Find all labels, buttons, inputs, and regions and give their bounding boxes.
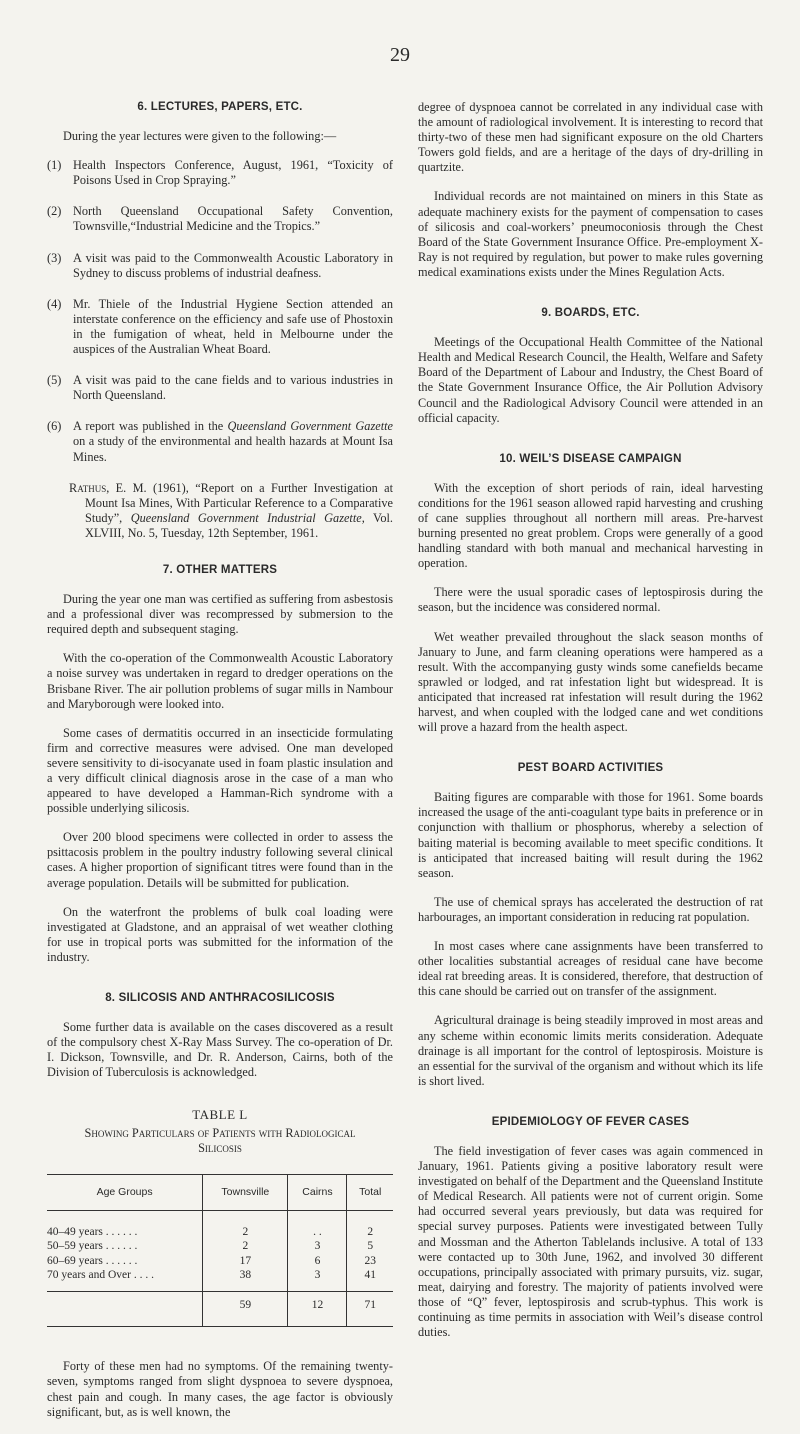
townsville-cell: 38 xyxy=(203,1268,288,1283)
item-number: (2) xyxy=(47,204,62,219)
cairns-total: 12 xyxy=(288,1291,347,1327)
section-6-intro: During the year lectures were given to the following:— xyxy=(63,129,337,144)
paragraph: There were the usual sporadic cases of leptospirosis during the season, but the incidence was considered normal. xyxy=(418,585,763,615)
section-7-heading: 7. OTHER MATTERS xyxy=(162,563,278,576)
reference-journal: Queensland Government Industrial Gazette, xyxy=(130,510,365,525)
list-item xyxy=(47,158,393,188)
left-column xyxy=(47,100,393,1434)
paragraph: Some further data is available on the cases discovered as a result of the compulsory chest X-Ray Mass Survey. The co-operation of Dr. I. Dickson, Townsville, and Dr. R. Anderson, Cairns, both of the Division of Tuberculosis is acknowledged. xyxy=(47,1020,393,1080)
paragraph: Individual records are not maintained on miners in this State as adequate machinery exists for the payment of compensation to cases of silicosis and coal-workers’ pneumoconiosis through the Chest Board of the State Government Insurance Office. Pre-employment X-Ray is not required by regulation, but power to make rules governing medical examinations exists under the Mines Regulation Acts. xyxy=(418,189,763,279)
total-cell: 5 xyxy=(347,1239,393,1254)
total-cell: 23 xyxy=(347,1254,393,1269)
paragraph: Wet weather prevailed throughout the slack season months of January to June, and farm cleaning operations were hampered as a result. With the accompanying gusty winds some canefields became sprawled or lodged, and rat infestation light but widespread. It is anticipated that increased rat infestation will result during the 1962 harvest, and when coupled with the lodged cane and wet conditions will prove a hazard from the health aspect. xyxy=(418,629,763,735)
header-age-groups: Age Groups xyxy=(47,1174,203,1210)
cairns-cell: 6 xyxy=(288,1254,347,1269)
table-caption xyxy=(47,1107,393,1156)
journal-title: Queensland Government Gazette xyxy=(227,419,393,434)
list-item xyxy=(47,297,393,357)
item-text: A visit was paid to the cane fields and to various industries in North Queensland. xyxy=(73,373,393,403)
item-number: (4) xyxy=(47,296,62,311)
paragraph: With the co-operation of the Commonwealth Acoustic Laboratory a noise survey was undertaken in regard to dredger operations on the Brisbane River. The air pollution problems of sugar mills in Nambour and Maryborough were looked into. xyxy=(47,651,393,711)
totals-label-cell xyxy=(47,1291,203,1327)
table-header-row xyxy=(47,1174,393,1210)
item-number: (5) xyxy=(47,373,62,388)
age-group-cell: 50–59 years . . . . . . xyxy=(47,1240,138,1253)
reference-text: , E. M. (1961), “Report on a Further Investigation at Mount Isa Mines, With Particular Reference to a Comparative Study”, xyxy=(85,480,393,525)
reference-citation xyxy=(69,480,393,541)
cairns-cell: . . xyxy=(288,1210,347,1239)
age-group-cell: 60–69 years . . . . . . xyxy=(47,1254,138,1267)
section-9-heading: 9. BOARDS, ETC. xyxy=(541,307,640,320)
right-column xyxy=(418,100,763,1354)
paragraph: During the year one man was certified as suffering from asbestosis and a professional diver was recompressed by submersion to the required depth and subsequent staging. xyxy=(47,592,393,637)
item-number: (3) xyxy=(47,250,62,265)
townsville-cell: 17 xyxy=(203,1254,288,1269)
paragraph: degree of dyspnoea cannot be correlated in any individual case with the amount of radiological involvement. It is interesting to record that thirty-two of these men had significant exposure on the old Charters Towers gold fields, and are a heritage of the days of dry-drilling in quartzite. xyxy=(418,100,763,175)
list-item xyxy=(47,373,393,403)
reference-text: Vol. XLVIII, No. 5, Tuesday, 12th September, 1961. xyxy=(85,510,393,540)
item-text xyxy=(73,419,393,464)
paragraph: In most cases where cane assignments have been transferred to other localities substantial acreages of residual cane have become ideal rat breeding areas. It is considered, therefore, that destruction of this cane should be carried out on transfer of the assignment. xyxy=(418,939,763,999)
list-item xyxy=(47,204,393,234)
table-subtitle: Showing Particulars of Patients with Radiological xyxy=(84,1125,356,1140)
paragraph: Meetings of the Occupational Health Committee of the National Health and Medical Research Council, the Health, Welfare and Safety Board of the Department of Labour and Industry, the Chest Board of the State Government Insurance Office, the Air Pollution Advisory Council and the Radiological Advisory Council were attended in an official capacity. xyxy=(418,335,763,425)
table-row xyxy=(47,1254,393,1269)
paragraph: Over 200 blood specimens were collected in order to assess the psittacosis problem in the poultry industry following several clinical cases. A higher proportion of significant titres were found than in the average population. Details will be submitted for publication. xyxy=(47,830,393,890)
townsville-cell: 2 xyxy=(203,1210,288,1239)
table-subtitle: Silicosis xyxy=(198,1140,242,1155)
reference-author: Rathus xyxy=(69,480,107,495)
paragraph: Agricultural drainage is being steadily improved in most areas and any scheme within economic limits merits consideration. Adequate drainage is all important for the control of leptospirosis. Moisture is an essential for the survival of the organism and without which its life is short lived. xyxy=(418,1013,763,1088)
paragraph: Forty of these men had no symptoms. Of the remaining twenty-seven, symptoms ranged from slight dyspnoea to severe dyspnoea, chest pain and cough. In many cases, the age factor is obviously significant, but, as is well known, the xyxy=(47,1359,393,1419)
townsville-total: 59 xyxy=(203,1291,288,1327)
header-cairns: Cairns xyxy=(288,1174,347,1210)
townsville-cell: 2 xyxy=(203,1239,288,1254)
age-group-cell: 40–49 years . . . . . . xyxy=(47,1225,138,1238)
table-spacer xyxy=(47,1283,393,1292)
lectures-list xyxy=(47,158,393,464)
section-10-heading: 10. WEIL’S DISEASE CAMPAIGN xyxy=(499,452,682,465)
list-item xyxy=(47,419,393,464)
age-group-cell: 70 years and Over . . . . xyxy=(47,1269,154,1282)
header-total: Total xyxy=(347,1174,393,1210)
table-row xyxy=(47,1239,393,1254)
paragraph: Baiting figures are comparable with those for 1961. Some boards increased the usage of the anti-coagulant type baits in preference or in conjunction with thallium or phosphorus, whereby a selection of baiting material is becoming available to meet specific conditions. It is anticipated that increased baiting will result during the 1962 season. xyxy=(418,790,763,880)
section-6-heading: 6. LECTURES, PAPERS, ETC. xyxy=(137,101,303,113)
paragraph: The field investigation of fever cases was again commenced in January, 1961. Patients giving a positive laboratory result were investigated on behalf of the Department and the Queensland Institute of Medical Research. All patients were not of current origin. Some had occurred several years previously, but data was required for special survey purposes. Patients were investigated between Tully and Mossman and the Atherton Tablelands inclusive. A total of 133 were contacted up to 30th June, 1962, and involved 30 different occupations, principally associated with primary pursuits, viz. sugar, meat, dairying and forestry. The majority of patients involved were those of “Q” fever, leptospirosis and scrub-typhus. This work is continuing as time permits in association with Weil’s disease control duties. xyxy=(418,1143,763,1340)
item-number: (6) xyxy=(47,419,62,434)
section-8-heading: 8. SILICOSIS AND ANTHRACOSILICOSIS xyxy=(105,992,335,1005)
item-number: (1) xyxy=(47,158,62,173)
cairns-cell: 3 xyxy=(288,1268,347,1283)
item-text: A visit was paid to the Commonwealth Acoustic Laboratory in Sydney to discuss problems of industrial deafness. xyxy=(73,250,393,280)
page-number: 29 xyxy=(390,44,410,66)
total-cell: 41 xyxy=(347,1268,393,1283)
item-text: North Queensland Occupational Safety Convention, Townsville,“Industrial Medicine and the Tropics.” xyxy=(73,204,393,234)
paragraph: With the exception of short periods of rain, ideal harvesting conditions for the 1961 season allowed rapid harvesting and crushing of cane supplies throughout all northern mill areas. Pre-harvest burning presented no great problem. Crops were generally of a good handling standard with both manual and mechanical harvesting in operation. xyxy=(418,480,763,571)
paragraph: On the waterfront the problems of bulk coal loading were investigated at Gladstone, and an appraisal of wet weather clothing for use in tropical ports was submitted for the information of the industry. xyxy=(47,904,393,964)
item-text-part: on a study of the environmental and health hazards at Mount Isa Mines. xyxy=(73,434,393,464)
cairns-cell: 3 xyxy=(288,1239,347,1254)
item-text: Health Inspectors Conference, August, 1961, “Toxicity of Poisons Used in Crop Spraying.” xyxy=(73,158,393,188)
table-row xyxy=(47,1210,393,1239)
total-cell: 2 xyxy=(347,1210,393,1239)
pest-board-heading: PEST BOARD ACTIVITIES xyxy=(517,762,664,775)
table-row xyxy=(47,1268,393,1283)
list-item xyxy=(47,251,393,281)
table-title: TABLE L xyxy=(192,1106,248,1122)
item-text: Mr. Thiele of the Industrial Hygiene Section attended an interstate conference on the efficiency and safe use of Phostoxin in the fumigation of wheat, held in Melbourne under the auspices of the Australian Wheat Board. xyxy=(73,296,393,357)
header-townsville: Townsville xyxy=(203,1174,288,1210)
paragraph: The use of chemical sprays has accelerated the destruction of rat harbourages, an important consideration in reducing rat population. xyxy=(418,894,763,924)
grand-total: 71 xyxy=(347,1291,393,1327)
paragraph: Some cases of dermatitis occurred in an insecticide formulating firm and corrective measures were advised. One man developed severe sensitivity to di-isocyanate used in foam plastic insulation and a very difficult clinical diagnosis arose in the case of a man who appeared to have developed a Hamman-Rich syndrome with a possible underlying silicosis. xyxy=(47,725,393,816)
epidemiology-heading: EPIDEMIOLOGY OF FEVER CASES xyxy=(491,1115,690,1128)
item-text-part: A report was published in the xyxy=(73,419,228,434)
silicosis-table xyxy=(47,1174,393,1328)
table-totals-row xyxy=(47,1291,393,1327)
